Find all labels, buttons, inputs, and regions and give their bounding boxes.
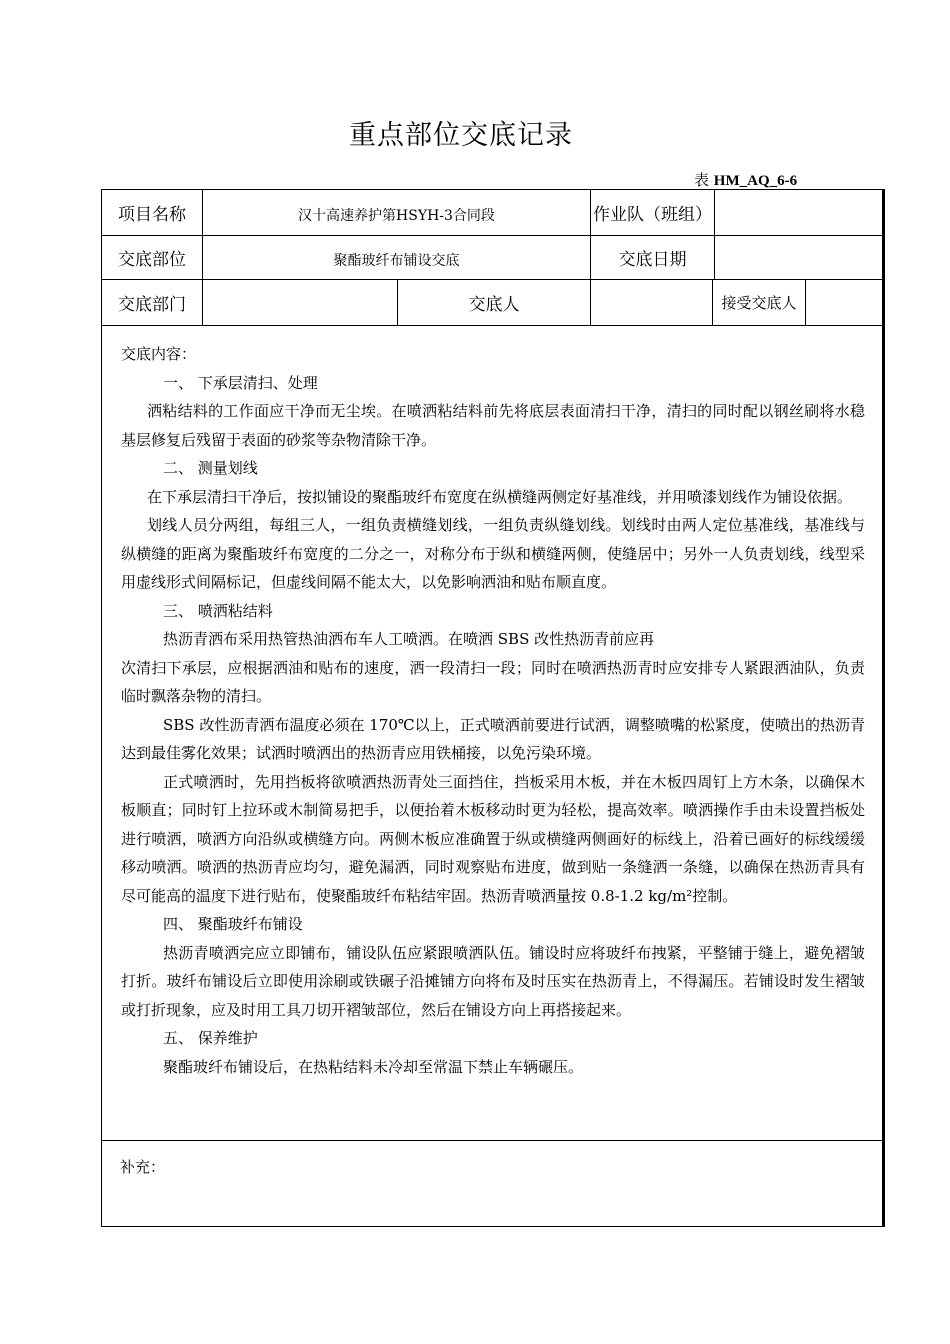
form-code [694,169,797,190]
team-label: 作业队（班组） [593,205,712,225]
date-label: 交底日期 [618,250,687,270]
person-label: 交底人 [468,295,520,315]
row-divider-3 [101,325,883,326]
section-2-title: 二、 测量划线 [163,459,258,477]
section-4-title: 四、 聚酯玻纤布铺设 [163,915,303,933]
team-value[interactable] [715,190,883,235]
supplement-label: 补充： [120,1158,166,1176]
dept-value[interactable] [203,280,397,325]
section-3-paragraph-1b: 次清扫下承层，应根据洒油和贴布的速度，洒一段清扫一段；同时在喷洒热沥青时应安排专人紧跟洒油队，负责临时飘落杂物的清扫。 [121,658,865,705]
section-2-paragraph-1: 在下承层清扫干净后，按拟铺设的聚酯玻纤布宽度在纵横缝两侧定好基准线，并用喷漆划线作为铺设依据。 [147,487,853,506]
form-code-prefix: 表 [694,171,714,189]
person-value[interactable] [591,280,712,325]
receiver-label: 接受交底人 [721,294,797,312]
form-code-value: HM_AQ_6-6 [713,173,798,189]
section-3-title: 三、 喷洒粘结料 [163,601,273,620]
dept-label: 交底部门 [118,295,186,315]
section-3-paragraph-1a: 热沥青洒布采用热管热油洒布车人工喷洒。在喷洒 SBS 改性热沥青前应再 [163,630,655,648]
page-title: 重点部位交底记录 [349,120,573,151]
section-3-paragraph-2: SBS 改性沥青洒布温度必须在 170℃以上，正式喷洒前要进行试洒，调整喷嘴的松紧度，使喷出的热沥青达到最佳雾化效果；试洒时喷洒出的热沥青应用铁桶接，以免污染环境。 [121,715,865,762]
project-name-value: 汉十高速养护第HSYH-3合同段 [298,207,495,224]
part-value: 聚酯玻纤布铺设交底 [333,252,460,269]
briefing-content [101,340,883,1081]
date-value[interactable] [715,236,883,279]
section-4-paragraph-1: 热沥青喷洒完应立即铺布，铺设队伍应紧跟喷洒队伍。铺设时应将玻纤布拽紧，平整铺于缝上，避免褶皱打折。玻纤布铺设后立即使用涂刷或铁碾子沿摊铺方向将布及时压实在热沥青上，不得漏压。若铺设时发生褶皱或打折现象，应及时用工具刀切开褶皱部位，然后在铺设方向上再搭接起来。 [121,943,865,1019]
receiver-value[interactable] [806,280,883,325]
section-2-paragraph-2: 划线人员分两组，每组三人，一组负责横缝划线，一组负责纵缝划线。划线时由两人定位基准线，基准线与纵横缝的距离为聚酯玻纤布宽度的二分之一，对称分布于纵和横缝两侧，使缝居中；另外一人负责划线，线型采用虚线形式间隔标记，但虚线间隔不能太大，以免影响洒油和贴布顺直度。 [121,516,865,591]
section-3-paragraph-3: 正式喷洒时，先用挡板将欲喷洒热沥青处三面挡住，挡板采用木板，并在木板四周钉上方木条，以确保木板顺直；同时钉上拉环或木制简易把手，以便抬着木板移动时更为轻松，提高效率。喷洒操作手由未设置挡板处进行喷洒，喷洒方向沿纵或横缝方向。两侧木板应准确置于纵或横缝两侧画好的标线上，沿着已画好的标线缓缓移动喷洒。喷洒的热沥青应均匀，避免漏洒，同时观察贴布进度，做到贴一条缝洒一条缝，以确保在热沥青具有尽可能高的温度下进行贴布，使聚酯玻纤布粘结牢固。热沥青喷洒量按 0.8-1.2 kg/m²控制。 [121,772,865,905]
section-5-paragraph-1: 聚酯玻纤布铺设后，在热粘结料未冷却至常温下禁止车辆碾压。 [163,1057,584,1076]
part-label: 交底部位 [118,250,186,270]
project-name-label: 项目名称 [118,205,186,225]
content-heading: 交底内容： [121,345,197,363]
section-5-title: 五、 保养维护 [163,1029,258,1047]
section-1-title: 一、 下承层清扫、处理 [163,373,318,392]
sheet-border-right [883,189,885,1227]
section-1-paragraph-1: 洒粘结料的工作面应干净而无尘埃。在喷洒粘结料前先将底层表面清扫干净，清扫的同时配以钢丝刷将水稳基层修复后残留于表面的砂浆等杂物清除干净。 [121,402,865,449]
row-divider-4 [101,1140,883,1141]
